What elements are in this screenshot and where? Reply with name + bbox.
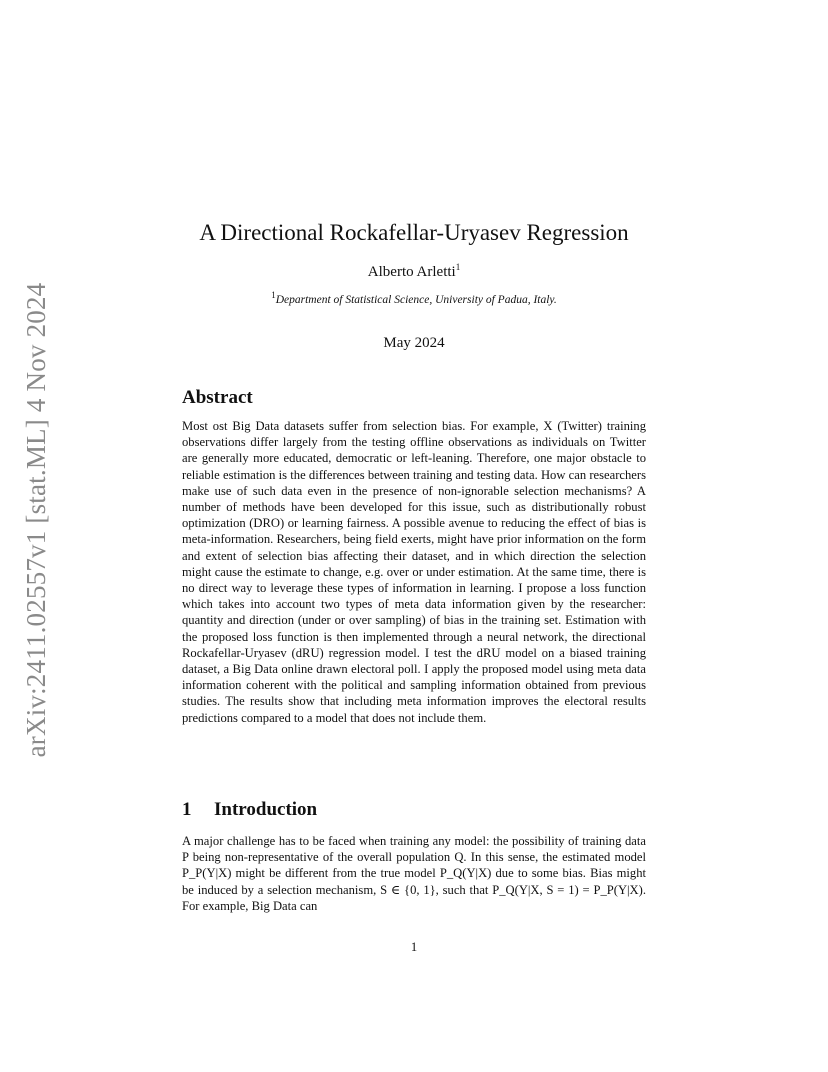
affiliation-mark: 1 (271, 290, 276, 301)
section-heading-introduction (182, 798, 317, 822)
introduction-text: A major challenge has to be faced when training any model: the possibility of training data P being non-representative of the overall population Q. In this sense, the estimated model P_P(Y|X) might be different from the true model P_Q(Y|X) due to some bias. Bias might be induced by a selection mechanism, S ∈ {0, 1}, such that P_Q(Y|X, S = 1) = P_P(Y|X). For example, Big Data can (182, 834, 646, 913)
page-number: 1 (410, 940, 418, 954)
abstract-heading: Abstract (182, 387, 253, 408)
affiliation-text: Department of Statistical Science, University of Padua, Italy. (275, 294, 557, 306)
section-title: Introduction (214, 799, 318, 820)
abstract-text: Most ost Big Data datasets suffer from selection bias. For example, X (Twitter) training observations differ largely from the testing offline observations as individuals on Twitter are generally more educated, democratic or left-leaning. Therefore, one major obstacle to reliable estimation is the differences between training and testing data. How can researchers make use of such data even in the presence of non-ignorable selection mechanisms? A number of methods have been developed for this issue, such as distributionally robust optimization (DRO) or learning fairness. A possible avenue to reducing the effect of bias is meta-information. Researchers, being field exerts, might have prior information on the form and extent of selection bias affecting their dataset, and in which direction the selection might cause the estimate to change, e.g. over or under estimation. At the same time, there is no direct way to leverage these types of information in learning. I propose a loss function which takes into account two types of meta data information given by the researcher: quantity and direction (under or over sampling) of bias in the training set. Estimation with the proposed loss function is then implemented through a neural network, the directional Rockafellar-Uryasev (dRU) regression model. I test the dRU model on a biased training dataset, a Big Data online drawn electoral poll. I apply the proposed model using meta data information coherent with the political and sampling information obtained from previous studies. The results show that including meta information improves the electoral results predictions compared to a model that does not include them. (182, 419, 646, 725)
author-line (120, 262, 708, 282)
author-affiliation-mark: 1 (455, 262, 461, 272)
paper-date: May 2024 (383, 335, 445, 351)
paper-title: A Directional Rockafellar-Uryasev Regression (199, 220, 629, 245)
author-name: Alberto Arletti (367, 264, 456, 280)
arxiv-identifier: arXiv:2411.02557v1 [stat.ML] 4 Nov 2024 (21, 282, 51, 758)
arxiv-sidebar-stamp (18, 280, 54, 760)
affiliation-line (120, 292, 708, 308)
section-number: 1 (182, 799, 192, 820)
